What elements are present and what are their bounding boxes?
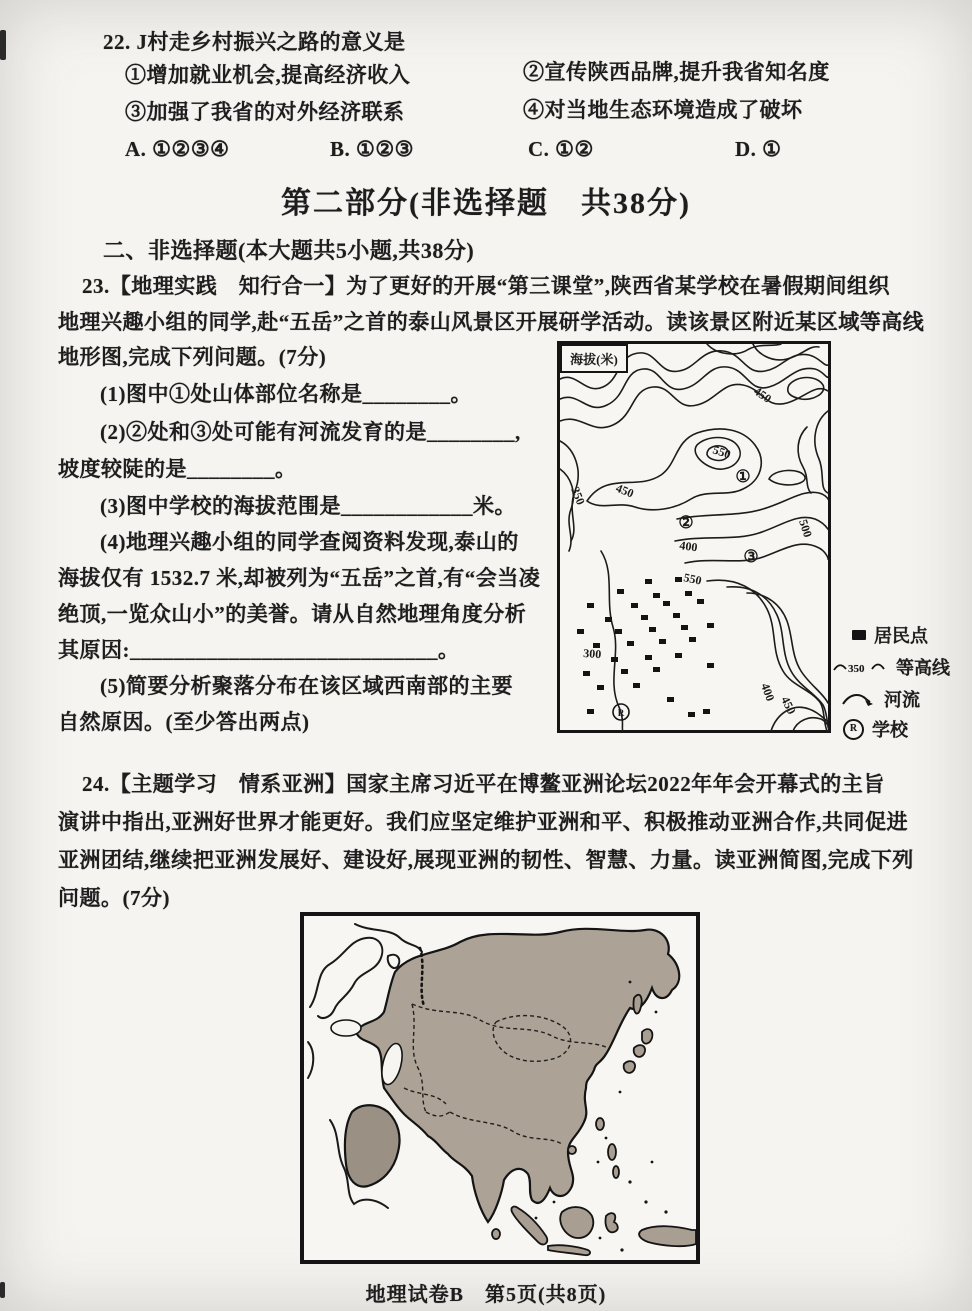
q23-sub-2: (2)②处和③处可能有河流发育的是________, (100, 420, 521, 444)
legend-item-river (840, 686, 920, 712)
svg-text:350: 350 (568, 484, 588, 507)
q22-stem: 22. J村走乡村振兴之路的意义是 (103, 30, 406, 54)
legend-river-label: 河流 (884, 690, 920, 710)
legend-item-settlement (852, 622, 928, 648)
q22-choice-b: B. ①②③ (330, 137, 414, 161)
contour-line-icon (832, 659, 888, 675)
svg-text:500: 500 (796, 517, 816, 540)
q22-option-1: ①增加就业机会,提高经济收入 (125, 63, 411, 87)
q22-choice-a: A. ①②③④ (125, 137, 230, 161)
q23-intro-line-2: 地理兴趣小组的同学,赴“五岳”之首的泰山风景区开展研学活动。读该景区附近某区域等高线 (58, 310, 925, 334)
school-icon: R (843, 719, 864, 740)
q23-sub-1: (1)图中①处山体部位名称是________。 (100, 382, 472, 406)
q23-sub-3: (3)图中学校的海拔范围是____________米。 (100, 494, 516, 518)
q23-line: 其原因:____________________________。 (58, 638, 460, 662)
contour-map (557, 341, 831, 733)
section-subtitle: 二、非选择题(本大题共5小题,共38分) (103, 238, 475, 263)
q23-sub-4: (4)地理兴趣小组的同学查阅资料发现,泰山的 (100, 530, 519, 554)
legend-school-label: 学校 (872, 720, 908, 740)
svg-text:350: 350 (848, 663, 865, 675)
svg-text:300: 300 (582, 646, 602, 662)
svg-text:450: 450 (613, 480, 636, 501)
q24-line-4: 问题。(7分) (58, 886, 170, 910)
svg-text:550: 550 (682, 570, 703, 588)
svg-text:R: R (617, 708, 625, 718)
section-title: 第二部分(非选择题 共38分) (281, 187, 691, 220)
contour-map-border (559, 343, 830, 732)
q24-line-1: 24.【主题学习 情系亚洲】国家主席习近平在博鳌亚洲论坛2022年年会开幕式的主旨 (82, 772, 885, 796)
page-footer: 地理试卷B 第5页(共8页) (365, 1284, 607, 1306)
q23-line: 海拔仅有 1532.7 米,却被列为“五岳”之首,有“会当凌 (58, 566, 541, 590)
svg-text:②: ② (678, 513, 694, 532)
svg-text:400: 400 (678, 538, 699, 555)
legend-item-school (843, 716, 908, 742)
q24-line-2: 演讲中指出,亚洲好世界才能更好。我们应坚定维护亚洲和平、积极推动亚洲合作,共同促进 (58, 810, 908, 834)
svg-text:①: ① (735, 467, 751, 486)
q22-option-4: ④对当地生态环境造成了破坏 (523, 98, 803, 122)
svg-text:400: 400 (758, 681, 778, 703)
asia-map (300, 912, 700, 1264)
q22-option-2: ②宣传陕西品牌,提升我省知名度 (523, 60, 830, 84)
q22-choice-d: D. ① (735, 137, 782, 161)
settlement-icon (852, 630, 866, 640)
q23-intro-line-1: 23.【地理实践 知行合一】为了更好的开展“第三课堂”,陕西省某学校在暑假期间组织 (82, 274, 890, 298)
q23-line: 坡度较陡的是________。 (58, 457, 297, 481)
q23-line: 自然原因。(至少答出两点) (58, 710, 310, 734)
scan-mark-top-left (0, 30, 6, 60)
q23-line: 地形图,完成下列问题。(7分) (58, 345, 327, 369)
elevation-label: 海拔(米) (570, 352, 618, 367)
river-icon (840, 689, 876, 709)
elevation-label-box (561, 345, 627, 372)
svg-text:450: 450 (751, 383, 775, 406)
svg-text:450: 450 (778, 694, 799, 717)
legend-item-contour (832, 654, 950, 680)
q24-line-3: 亚洲团结,继续把亚洲发展好、建设好,展现亚洲的韧性、智慧、力量。读亚洲简图,完成下列 (58, 848, 914, 872)
q22-choice-c: C. ①② (528, 137, 594, 161)
q23-sub-5: (5)简要分析聚落分布在该区域西南部的主要 (100, 674, 513, 698)
legend-contour-label: 等高线 (896, 658, 950, 678)
q22-option-3: ③加强了我省的对外经济联系 (125, 100, 405, 124)
black-sea (331, 1020, 361, 1036)
q23-line: 绝顶,一览众山小”的美誉。请从自然地理角度分析 (58, 602, 527, 626)
svg-text:③: ③ (743, 547, 759, 566)
svg-text:550: 550 (711, 442, 733, 462)
legend-settlement-label: 居民点 (874, 626, 928, 646)
